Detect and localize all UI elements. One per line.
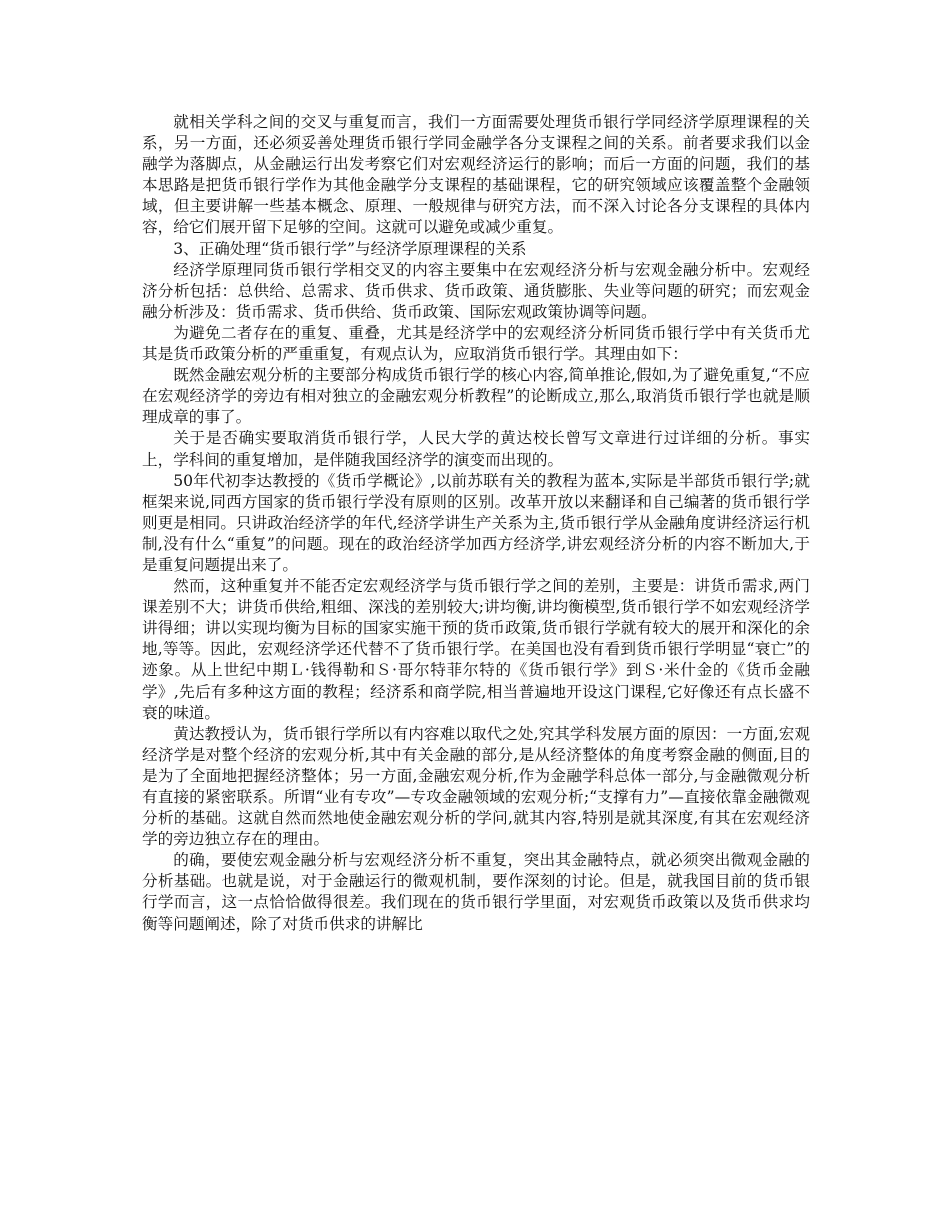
paragraph-overlap-content: 经济学原理同货币银行学相交叉的内容主要集中在宏观经济分析与宏观金融分析中。宏观经济分析包括：总供给、总需求、货币供求、货币政策、通货膨胀、失业等问题的研究；而宏观金融分析涉及：货币需求、货币供给、货币政策、国际宏观政策协调等问题。	[142, 260, 810, 321]
section-heading-3: 3、正确处理“货币银行学”与经济学原理课程的关系	[173, 239, 527, 258]
paragraph-differences: 然而，这种重复并不能否定宏观经济学与货币银行学之间的差别，主要是：讲货币需求,两门课差别不大；讲货币供给,粗细、深浅的差别较大;讲均衡,讲均衡模型,货币银行学不如宏观经济学讲得细；讲以实现均衡为目标的国家实施干预的货币政策,货币银行学就有较大的展开和深化的余地,等等。因此，宏观经济学还代替不了货币银行学。在美国也没有看到货币银行学明显“衰亡”的迹象。从上世纪中期Ｌ·钱得勒和Ｓ·哥尔特菲尔特的《货币银行学》到Ｓ·米什金的《货币金融学》,先后有多种这方面的教程；经济系和商学院,相当普遍地开设这门课程,它好像还有点长盛不衰的味道。	[142, 577, 810, 722]
paragraph-reasoning: 既然金融宏观分析的主要部分构成货币银行学的核心内容,简单推论,假如,为了避免重复,“不应在宏观经济学的旁边有相对独立的金融宏观分析教程”的论断成立,那么,取消货币银行学也就是顺理成章的事了。	[142, 366, 810, 427]
paragraph-huangda-view: 黄达教授认为，货币银行学所以有内容难以取代之处,究其学科发展方面的原因：一方面,宏观经济学是对整个经济的宏观分析,其中有关金融的部分,是从经济整体的角度考察金融的侧面,目的是为了全面地把握经济整体；另一方面,金融宏观分析,作为金融学科总体一部分,与金融微观分析有直接的紧密联系。所谓“业有专攻”—专攻金融领域的宏观分析;“支撑有力”—直接依靠金融微观分析的基础。这就自然而然地使金融宏观分析的学问,就其内容,特别是就其深度,有其在宏观经济学的旁边独立存在的理由。	[142, 724, 810, 849]
paragraph-huangda-analysis: 关于是否确实要取消货币银行学，人民大学的黄达校长曾写文章进行过详细的分析。事实上，学科间的重复增加，是伴随我国经济学的演变而出现的。	[142, 429, 810, 469]
paragraph-cancel-viewpoint: 为避免二者存在的重复、重叠，尤其是经济学中的宏观经济分析同货币银行学中有关货币尤其是货币政策分析的严重重复，有观点认为，应取消货币银行学。其理由如下：	[142, 323, 810, 364]
paragraph-history-50s: 50年代初李达教授的《货币学概论》,以前苏联有关的教程为蓝本,实际是半部货币银行学;就框架来说,同西方国家的货币银行学没有原则的区别。改革开放以来翻译和自己编著的货币银行学则更是相同。只讲政治经济学的年代,经济学讲生产关系为主,货币银行学从金融角度讲经济运行机制,没有什么“重复”的问题。现在的政治经济学加西方经济学,讲宏观经济分析的内容不断加大,于是重复问题提出来了。	[142, 471, 810, 574]
paragraph-overlap-intro: 就相关学科之间的交叉与重复而言，我们一方面需要处理货币银行学同经济学原理课程的关系，另一方面，还必须妥善处理货币银行学同金融学各分支课程之间的关系。前者要求我们以金融学为落脚点，从金融运行出发考察它们对宏观经济运行的影响；而后一方面的问题，我们的基本思路是把货币银行学作为其他金融学分支课程的基础课程，它的研究领域应该覆盖整个金融领域，但主要讲解一些基本概念、原理、一般规律与研究方法，而不深入讨论各分支课程的具体内容，给它们展开留下足够的空间。这就可以避免或减少重复。	[142, 113, 810, 237]
paragraph-micro-foundation: 的确，要使宏观金融分析与宏观经济分析不重复，突出其金融特点，就必须突出微观金融的分析基础。也就是说，对于金融运行的微观机制，要作深刻的讨论。但是，就我国目前的货币银行学而言，这一点恰恰做得很差。我们现在的货币银行学里面，对宏观货币政策以及货币供求均衡等问题阐述，除了对货币供求的讲解比	[142, 851, 810, 933]
document-body	[142, 112, 810, 935]
